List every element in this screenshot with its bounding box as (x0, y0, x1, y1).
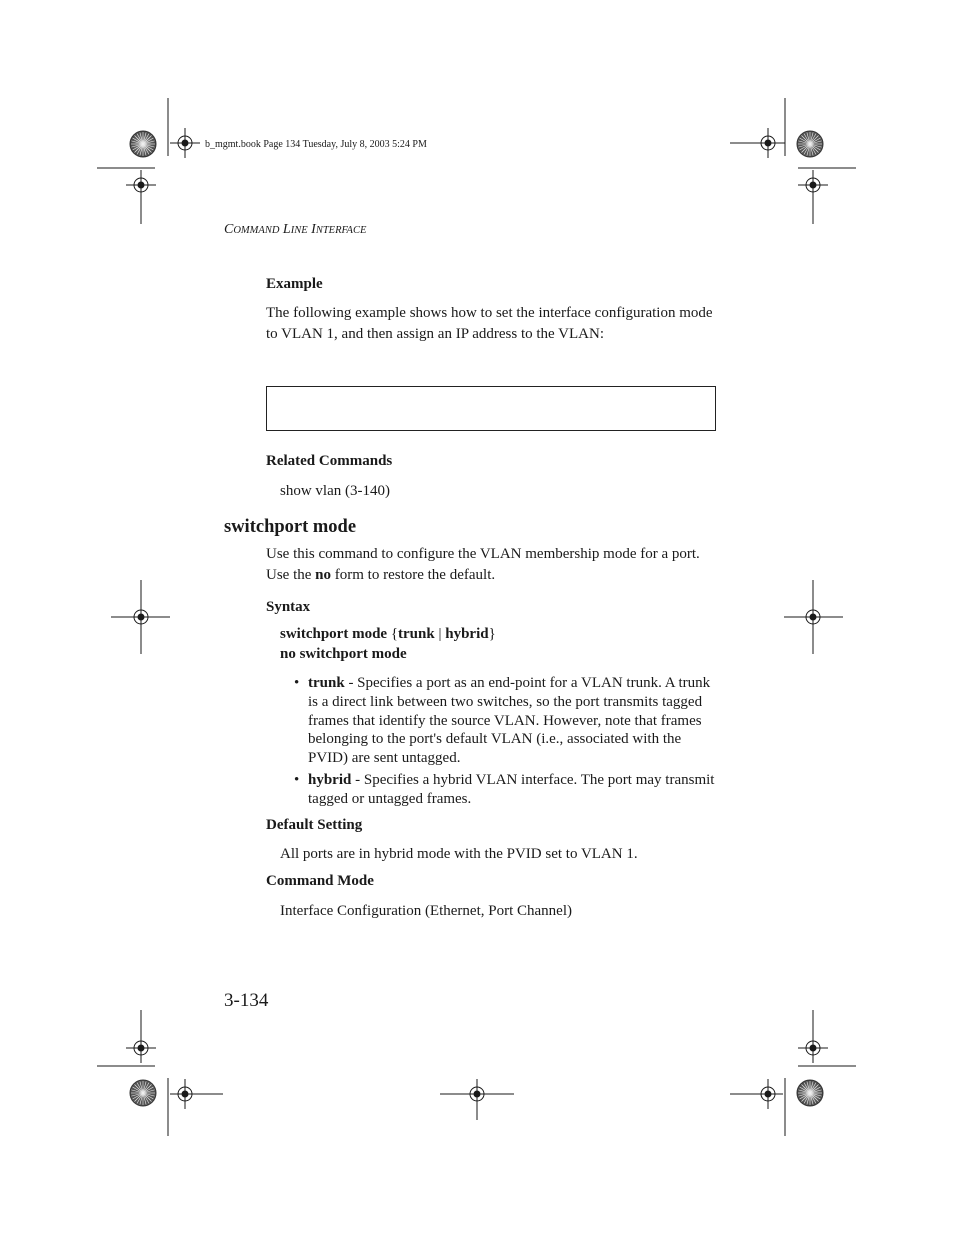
page-number: 3-134 (224, 990, 269, 1011)
registration-mark (170, 1079, 223, 1109)
syntax-options-list (294, 674, 716, 812)
command-mode-heading: Command Mode (266, 873, 374, 889)
command-mode-text: Interface Configuration (Ethernet, Port Channel) (280, 903, 572, 919)
related-commands-heading: Related Commands (266, 453, 393, 469)
running-head: COMMAND LINE INTERFACE (224, 222, 367, 237)
registration-mark (111, 580, 170, 654)
example-heading: Example (266, 276, 323, 292)
related-command-item: show vlan (3-140) (280, 483, 390, 499)
registration-mark (798, 1010, 828, 1063)
registration-mark (730, 128, 785, 158)
no-keyword: no (315, 566, 331, 583)
print-meta-line: b_mgmt.book Page 134 Tuesday, July 8, 2003 5:24 PM (205, 139, 427, 150)
syntax-line-2: no switchport mode (280, 646, 407, 662)
registration-mark (798, 170, 828, 224)
registration-mark (784, 580, 843, 654)
list-item: • hybrid - Specifies a hybrid VLAN interface. The port may transmit tagged or untagged frames. (294, 771, 715, 807)
code-example-box (266, 386, 716, 431)
registration-mark (170, 128, 200, 158)
registration-mark (126, 1010, 156, 1063)
syntax-line-1: switchport mode {trunk | hybrid} (280, 626, 496, 642)
section-title: switchport mode (224, 517, 357, 537)
default-setting-text: All ports are in hybrid mode with the PVID set to VLAN 1. (280, 846, 638, 862)
example-text: The following example shows how to set the interface configuration mode to VLAN 1, and then assign an IP address to the VLAN: (266, 305, 713, 342)
syntax-heading: Syntax (266, 599, 311, 615)
registration-mark (440, 1079, 514, 1120)
list-item: • trunk - Specifies a port as an end-point for a VLAN trunk. A trunk is a direct link between two switches, so the port transmits tagged frames that identify the source VLAN. However, note that frames belonging to the port's default VLAN (i.e., associated with the PVID) are sent untagged. (294, 675, 711, 767)
registration-mark (730, 1079, 783, 1109)
section-intro: Use this command to configure the VLAN membership mode for a port. Use the no form to restore the default. (266, 546, 700, 583)
registration-mark (126, 170, 156, 224)
default-setting-heading: Default Setting (266, 817, 363, 833)
